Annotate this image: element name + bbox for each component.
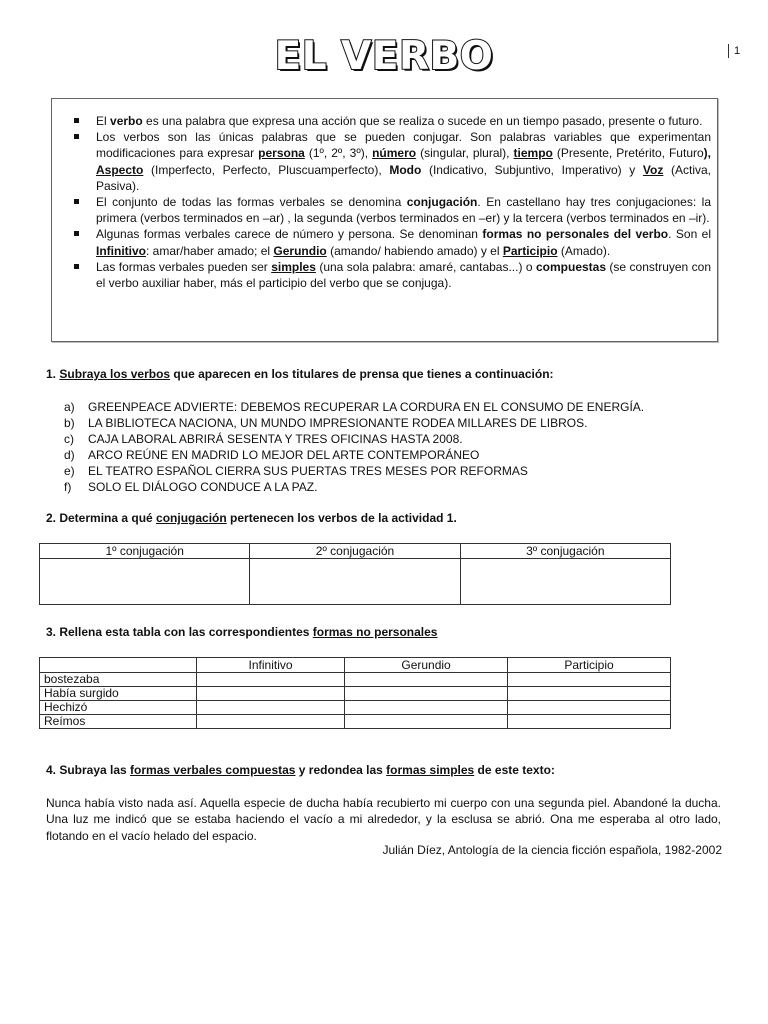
headline-text: SOLO EL DIÁLOGO CONDUCE A LA PAZ. xyxy=(88,480,318,495)
headline-item xyxy=(64,447,644,463)
question-3-title xyxy=(46,625,437,639)
answer-cell[interactable] xyxy=(197,673,345,687)
intro-text: compuestas xyxy=(535,259,607,274)
table-row xyxy=(40,701,671,715)
headline-item xyxy=(64,463,644,479)
question-2-prefix: 2. Determina a qué xyxy=(46,511,157,525)
intro-text: Algunas formas verbales carece de número y persona. Se denominan xyxy=(96,227,483,242)
intro-text: (Activa, Pasiva). xyxy=(96,162,711,193)
citation: Julián Díez, Antología de la ciencia ficción española, 1982-2002 xyxy=(382,843,722,857)
question-2-underlined: conjugación xyxy=(156,511,227,525)
verb-cell: Reímos xyxy=(40,715,197,729)
verb-cell: Había surgido xyxy=(40,687,197,701)
intro-item xyxy=(96,226,711,258)
np-table-body xyxy=(40,673,671,729)
question-3-prefix: 3. Rellena esta tabla con las correspondientes xyxy=(46,625,313,639)
question-1-title xyxy=(46,367,554,381)
intro-item xyxy=(96,194,711,226)
intro-text: Voz xyxy=(642,162,664,177)
intro-text: Infinitivo xyxy=(96,243,146,258)
conjugation-header-2: 2º conjugación xyxy=(250,544,460,559)
question-1-number: 1. xyxy=(46,367,57,381)
headline-letter: b) xyxy=(64,416,75,431)
reading-passage: Nunca había visto nada así. Aquella especie de ducha había recubierto mi cuerpo con una segunda piel. Abandoné la ducha. Una luz me indicó que se estaba haciendo el vacío a mi alrededor, y la esclusa se abrió. Ona me esperaba al otro lado, flotando en el vacío helado del espacio. xyxy=(46,796,721,843)
intro-text: ( xyxy=(143,162,155,177)
intro-text: (1º, 2º, 3º), xyxy=(304,146,373,161)
answer-cell[interactable] xyxy=(197,687,345,701)
table-row xyxy=(40,715,671,729)
conjugation-cell-3[interactable] xyxy=(460,559,670,605)
intro-list xyxy=(52,99,717,291)
question-4-underlined-2: formas simples xyxy=(386,763,475,777)
headline-item xyxy=(64,399,644,415)
question-1-underlined: Subraya los verbos xyxy=(59,367,171,381)
intro-text: Las formas verbales pueden ser xyxy=(96,259,272,274)
headline-letter: d) xyxy=(64,448,75,463)
answer-cell[interactable] xyxy=(508,687,671,701)
intro-text: : amar/haber amado; el xyxy=(146,243,274,258)
answer-cell[interactable] xyxy=(508,715,671,729)
headline-text: LA BIBLIOTECA NACIONA, UN MUNDO IMPRESIONANTE RODEA MILLARES DE LIBROS. xyxy=(88,416,588,431)
headline-text: GREENPEACE ADVIERTE: DEBEMOS RECUPERAR LA CORDURA EN EL CONSUMO DE ENERGÍA. xyxy=(88,400,645,414)
answer-cell[interactable] xyxy=(197,701,345,715)
intro-text: Gerundio xyxy=(273,243,327,258)
verb-cell: Hechizó xyxy=(40,701,197,715)
headline-letter: f) xyxy=(64,480,72,495)
intro-text: verbo xyxy=(110,114,143,128)
intro-text: (Presente, Pretérito, Futuro xyxy=(552,146,704,161)
intro-text: (una sola palabra: amaré, cantabas...) o xyxy=(315,259,536,274)
headline-text: ARCO REÚNE EN MADRID LO MEJOR DEL ARTE CONTEMPORÁNEO xyxy=(88,448,480,463)
non-personal-forms-table xyxy=(39,657,671,729)
np-header-participio: Participio xyxy=(508,658,671,673)
intro-text: El conjunto de todas las formas verbales se denomina xyxy=(96,195,407,210)
headline-item xyxy=(64,479,644,495)
intro-text: Los verbos son las únicas palabras que se pueden conjugar. Son palabras variables que experimentan modificaciones para expresar xyxy=(96,130,711,161)
intro-text: I xyxy=(154,162,159,177)
answer-cell[interactable] xyxy=(345,687,508,701)
question-2-title xyxy=(46,511,457,525)
intro-text: formas no personales del verbo xyxy=(482,227,669,242)
intro-text: conjugación xyxy=(406,195,478,210)
answer-cell[interactable] xyxy=(197,715,345,729)
headline-text: CAJA LABORAL ABRIRÁ SESENTA Y TRES OFICINAS HASTA 2008. xyxy=(88,432,463,447)
headline-text: EL TEATRO ESPAÑOL CIERRA SUS PUERTAS TRES MESES POR REFORMAS xyxy=(88,464,528,479)
verb-cell: bostezaba xyxy=(40,673,197,687)
intro-text: es una palabra que expresa una acción que se realiza o sucede en un tiempo pasado, presente o futuro. xyxy=(142,114,703,128)
answer-cell[interactable] xyxy=(508,673,671,687)
headline-letter: a) xyxy=(64,400,75,414)
question-1-rest: que aparecen en los titulares de prensa que tienes a continuación: xyxy=(170,367,554,381)
intro-item xyxy=(96,259,711,291)
intro-text: Modo xyxy=(389,162,422,177)
intro-item xyxy=(96,113,711,129)
question-4-prefix: 4. Subraya las xyxy=(46,763,131,777)
question-4-title xyxy=(46,763,555,777)
headline-item xyxy=(64,415,644,431)
intro-text: número xyxy=(372,146,417,161)
conjugation-header-3: 3º conjugación xyxy=(460,544,670,559)
table-row xyxy=(40,673,671,687)
answer-cell[interactable] xyxy=(345,701,508,715)
intro-text: persona xyxy=(258,146,305,161)
answer-cell[interactable] xyxy=(508,701,671,715)
headline-list xyxy=(64,399,644,496)
intro-item xyxy=(96,129,711,194)
answer-cell[interactable] xyxy=(345,715,508,729)
page-title xyxy=(0,34,768,79)
question-4-middle: y redondea las xyxy=(295,763,387,777)
page-title-text: EL VERBO xyxy=(274,34,494,79)
intro-text: Aspecto xyxy=(96,162,144,177)
intro-text: ), xyxy=(703,146,712,161)
question-4-rest: de este texto: xyxy=(474,763,555,777)
intro-text: (singular, plural), xyxy=(416,146,514,161)
np-header-blank xyxy=(40,658,197,673)
np-header-gerundio: Gerundio xyxy=(345,658,508,673)
table-row xyxy=(40,687,671,701)
intro-text: El xyxy=(96,114,111,128)
intro-text: tiempo xyxy=(513,146,553,161)
intro-text: Participio xyxy=(502,243,558,258)
intro-text: mperfecto, Perfecto, Pluscuamperfecto), xyxy=(158,162,390,177)
conjugation-header-1: 1º conjugación xyxy=(40,544,250,559)
intro-text: (Amado). xyxy=(557,243,611,258)
intro-text: (se construyen con el verbo auxiliar haber, más el participio del verbo que se conjuga). xyxy=(96,259,711,291)
intro-box xyxy=(51,98,718,342)
intro-text: . En castellano hay tres conjugaciones: la primera (verbos terminados en –ar) , la segunda (verbos terminados en –er) y la tercera (verbos terminados en –ir). xyxy=(96,195,711,226)
question-4-underlined-1: formas verbales compuestas xyxy=(130,763,296,777)
intro-text: simples xyxy=(271,259,316,274)
headline-letter: c) xyxy=(64,432,74,447)
headline-letter: e) xyxy=(64,464,75,479)
question-3-underlined: formas no personales xyxy=(312,625,438,639)
intro-text: . Son el xyxy=(668,227,712,242)
conjugation-cell-2[interactable] xyxy=(250,559,460,605)
conjugation-table xyxy=(39,543,671,605)
intro-text: (Indicativo, Subjuntivo, Imperativo) y xyxy=(421,162,643,177)
conjugation-cell-1[interactable] xyxy=(40,559,250,605)
headline-item xyxy=(64,431,644,447)
question-2-rest: pertenecen los verbos de la actividad 1. xyxy=(226,511,457,525)
intro-text: (amando/ habiendo amado) y el xyxy=(326,243,503,258)
answer-cell[interactable] xyxy=(345,673,508,687)
np-header-infinitivo: Infinitivo xyxy=(197,658,345,673)
page-number: 1 xyxy=(728,44,740,58)
